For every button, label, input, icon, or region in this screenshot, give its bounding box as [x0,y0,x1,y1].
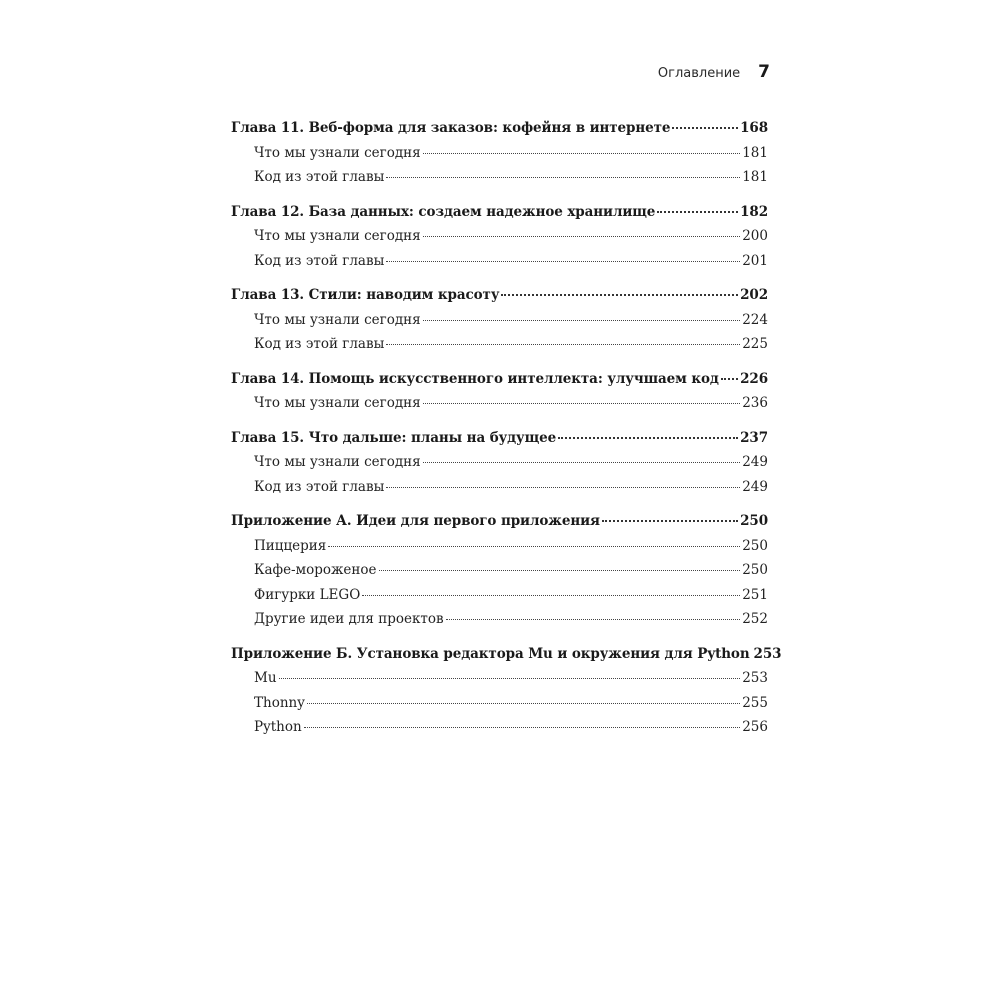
toc-subentry [231,165,768,190]
toc-subentry-title: Что мы узнали сегодня [254,228,421,244]
dot-leader [362,595,740,596]
toc-chapter-entry [231,642,782,667]
page-number: 7 [758,62,770,82]
toc-subentry [231,475,768,500]
toc-subentry [231,332,768,357]
running-head-section: Оглавление [657,66,741,81]
toc-subentry-page: 201 [742,252,768,269]
toc-chapter-entry [231,116,768,141]
toc-chapter-entry-page: 168 [740,120,768,136]
toc-chapter [231,283,768,357]
dot-leader [721,378,738,380]
toc-subentry-title: Код из этой главы [254,169,385,185]
toc-subentry [231,308,768,333]
toc-chapter-entry-title: Глава 13. Стили: наводим красоту [231,287,500,303]
toc-chapter [231,426,768,500]
toc-subentry-title: Код из этой главы [254,336,385,352]
toc-chapter-entry [231,426,768,451]
dot-leader [423,236,741,237]
toc-subentry-title: Код из этой главы [254,478,385,495]
toc-chapter-entry-page: 226 [740,370,768,387]
dot-leader [672,127,738,129]
dot-leader [423,462,741,463]
toc-subentry [231,534,768,559]
toc-subentry-page: 249 [742,454,768,470]
dot-leader [423,320,741,321]
dot-leader [602,520,738,522]
toc-chapter-entry-page: 253 [753,645,782,662]
toc-chapter [231,116,768,190]
toc-chapter-entry-title: Глава 12. База данных: создаем надежное хранилище [231,203,656,220]
dot-leader [307,703,740,704]
toc-chapter-entry-title: Глава 11. Веб-форма для заказов: кофейня в интернете [231,120,671,136]
toc-subentry [231,450,768,475]
dot-leader [386,344,740,345]
dot-leader [279,678,741,679]
toc-chapter-entry [231,367,768,392]
toc-subentry [231,224,768,249]
toc-chapter-entry [231,509,768,534]
dot-leader [304,727,741,728]
toc-chapter-entry-page: 202 [740,287,768,303]
toc-chapter-entry-title: Глава 15. Что дальше: планы на будущее [231,429,557,446]
dot-leader [423,153,741,154]
toc-subentry [231,558,768,583]
toc-subentry [231,691,768,716]
dot-leader [386,177,740,178]
dot-leader [657,211,738,213]
toc-subentry-page: 224 [742,311,768,328]
toc-subentry-page: 225 [742,336,768,352]
toc-subentry-title: Что мы узнали сегодня [254,311,421,328]
dot-leader [558,437,738,439]
toc-subentry [231,249,768,274]
toc-subentry-title: Python [254,719,302,735]
toc-chapter-entry-title: Приложение Б. Установка редактора Mu и окружения для Python [231,645,750,662]
toc-subentry-title: Что мы узнали сегодня [254,454,421,470]
toc-subentry-page: 181 [742,169,768,185]
toc-subentry [231,666,768,691]
dot-leader [423,403,741,404]
toc-subentry-page: 255 [742,694,768,711]
toc-subentry-title: Пиццерия [254,537,327,554]
toc-subentry-title: Что мы узнали сегодня [254,144,421,161]
running-head [600,62,770,92]
toc-subentry [231,583,768,608]
toc-chapter-entry-title: Глава 14. Помощь искусственного интеллекта: улучшаем код [231,370,719,387]
toc-subentry [231,141,768,166]
toc-chapter-entry [231,283,768,308]
toc-subentry [231,715,768,740]
toc-subentry-page: 256 [742,719,768,735]
toc-subentry-page: 250 [742,537,768,554]
toc-subentry-page: 249 [742,478,768,495]
toc-subentry-title: Thonny [254,694,305,711]
toc-subentry-title: Что мы узнали сегодня [254,395,421,411]
toc-chapter [231,200,768,274]
toc-chapter-entry [231,200,768,225]
toc-chapter-entry-page: 237 [740,429,768,446]
toc-chapter [231,642,782,740]
toc-subentry-page: 181 [742,144,768,161]
toc-subentry-title: Фигурки LEGO [254,586,361,603]
toc-chapter [231,367,768,416]
dot-leader [328,546,740,547]
dot-leader [446,619,741,620]
dot-leader [501,294,738,296]
dot-leader [386,487,740,488]
toc-chapter-entry-page: 250 [740,513,768,529]
toc-subentry-page: 236 [742,395,768,411]
toc-subentry [231,607,768,632]
toc-subentry-page: 251 [742,586,768,603]
dot-leader [386,261,740,262]
toc-chapter-entry-title: Приложение А. Идеи для первого приложения [231,513,600,529]
toc-subentry-title: Другие идеи для проектов [254,611,444,627]
toc-chapter-entry-page: 182 [740,203,768,220]
toc-subentry-page: 200 [742,228,768,244]
toc-subentry-title: Mu [254,670,277,686]
toc-subentry-page: 252 [742,611,768,627]
toc-subentry-title: Код из этой главы [254,252,385,269]
dot-leader [379,570,741,571]
toc-subentry-title: Кафе-мороженое [254,562,377,578]
toc-subentry-page: 253 [742,670,768,686]
table-of-contents [231,116,782,750]
toc-chapter [231,509,768,632]
toc-subentry [231,391,768,416]
toc-subentry-page: 250 [742,562,768,578]
